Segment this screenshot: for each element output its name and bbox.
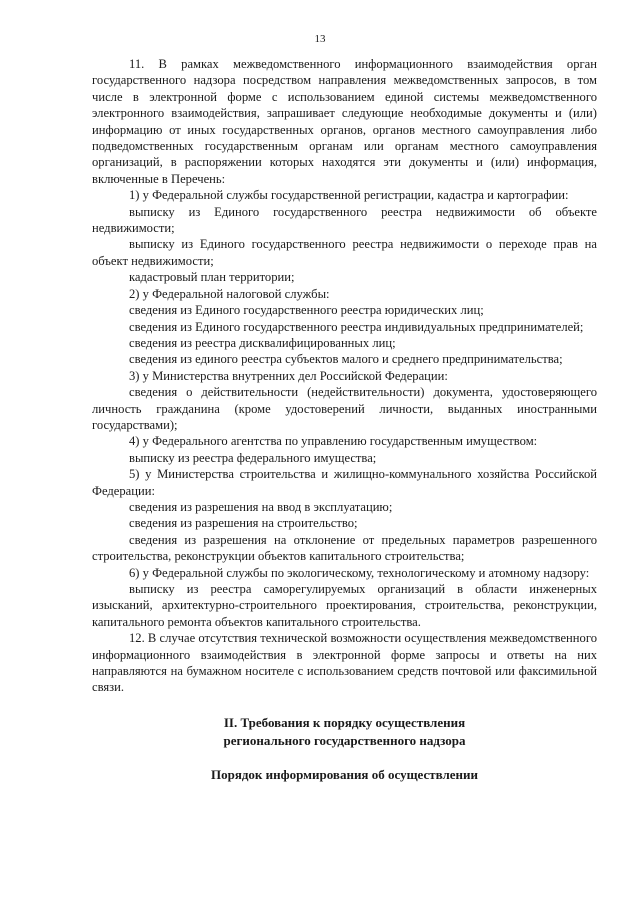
paragraph: 5) у Министерства строительства и жилищно-коммунального хозяйства Российской Федерации: [92,467,597,498]
paragraph: выписку из Единого государственного реестра недвижимости о переходе прав на объект недвижимости; [92,237,597,268]
paragraph: сведения из Единого государственного реестра индивидуальных предпринимателей; [129,319,584,334]
paragraph: сведения из единого реестра субъектов малого и среднего предпринимательства; [129,352,563,367]
paragraph: выписку из реестра федерального имущества; [129,450,377,465]
paragraph: 2) у Федеральной налоговой службы: [129,286,330,301]
section-heading-line: регионального государственного надзора [223,732,466,748]
section-heading [92,714,597,750]
paragraph: выписку из Единого государственного реестра недвижимости об объекте недвижимости; [92,204,597,236]
paragraph: кадастровый план территории; [129,270,295,285]
paragraph: 3) у Министерства внутренних дел Российской Федерации: [129,368,448,383]
section-heading-line: II. Требования к порядку осуществления [223,714,466,730]
paragraph: сведения из реестра дисквалифицированных лиц; [129,335,396,350]
page-number: 13 [314,33,326,45]
subsection-heading: Порядок информирования об осуществлении [210,766,479,782]
paragraph: 6) у Федеральной службы по экологическому, технологическому и атомному надзору: [129,565,590,580]
paragraph: сведения из разрешения на ввод в эксплуатацию; [129,499,393,514]
paragraph: сведения о действительности (недействительности) документа, удостоверяющего личность гражданина (кроме удостоверений личности, выданных иностранными государствами); [92,385,597,432]
paragraph: сведения из разрешения на отклонение от предельных параметров разрешенного строительства, реконструкции объектов капитального строительства; [92,532,597,564]
paragraph: сведения из разрешения на строительство; [129,516,358,531]
paragraph: сведения из Единого государственного реестра юридических лиц; [129,303,484,318]
document-body [92,56,597,784]
paragraph: 1) у Федеральной службы государственной регистрации, кадастра и картографии: [129,188,569,203]
paragraph: 12. В случае отсутствия технической возможности осуществления межведомственного информационного взаимодействия в электронной форме запросы и ответы на них направляются на бумажном носителе с использованием средств почтовой или факсимильной связи. [92,631,597,695]
paragraph: 11. В рамках межведомственного информационного взаимодействия орган государственного надзора посредством направления межведомственных запросов, в том числе в электронной форме с использованием единой системы межведомственного электронного взаимодействия, запрашивает следующие необходимые документы и (или) информацию от иных государственных органов, органов местного самоуправления либо подведомственных государственным органам или органам местного самоуправления организаций, в распоряжении которых находятся эти документы и (или) информация, включенные в Перечень: [92,57,597,186]
paragraph: выписку из реестра саморегулируемых организаций в области инженерных изысканий, архитектурно-строительного проектирования, строительства, реконструкции, капитального ремонта объектов капитального строительства. [92,582,597,629]
paragraph: 4) у Федерального агентства по управлению государственным имуществом: [129,434,538,449]
